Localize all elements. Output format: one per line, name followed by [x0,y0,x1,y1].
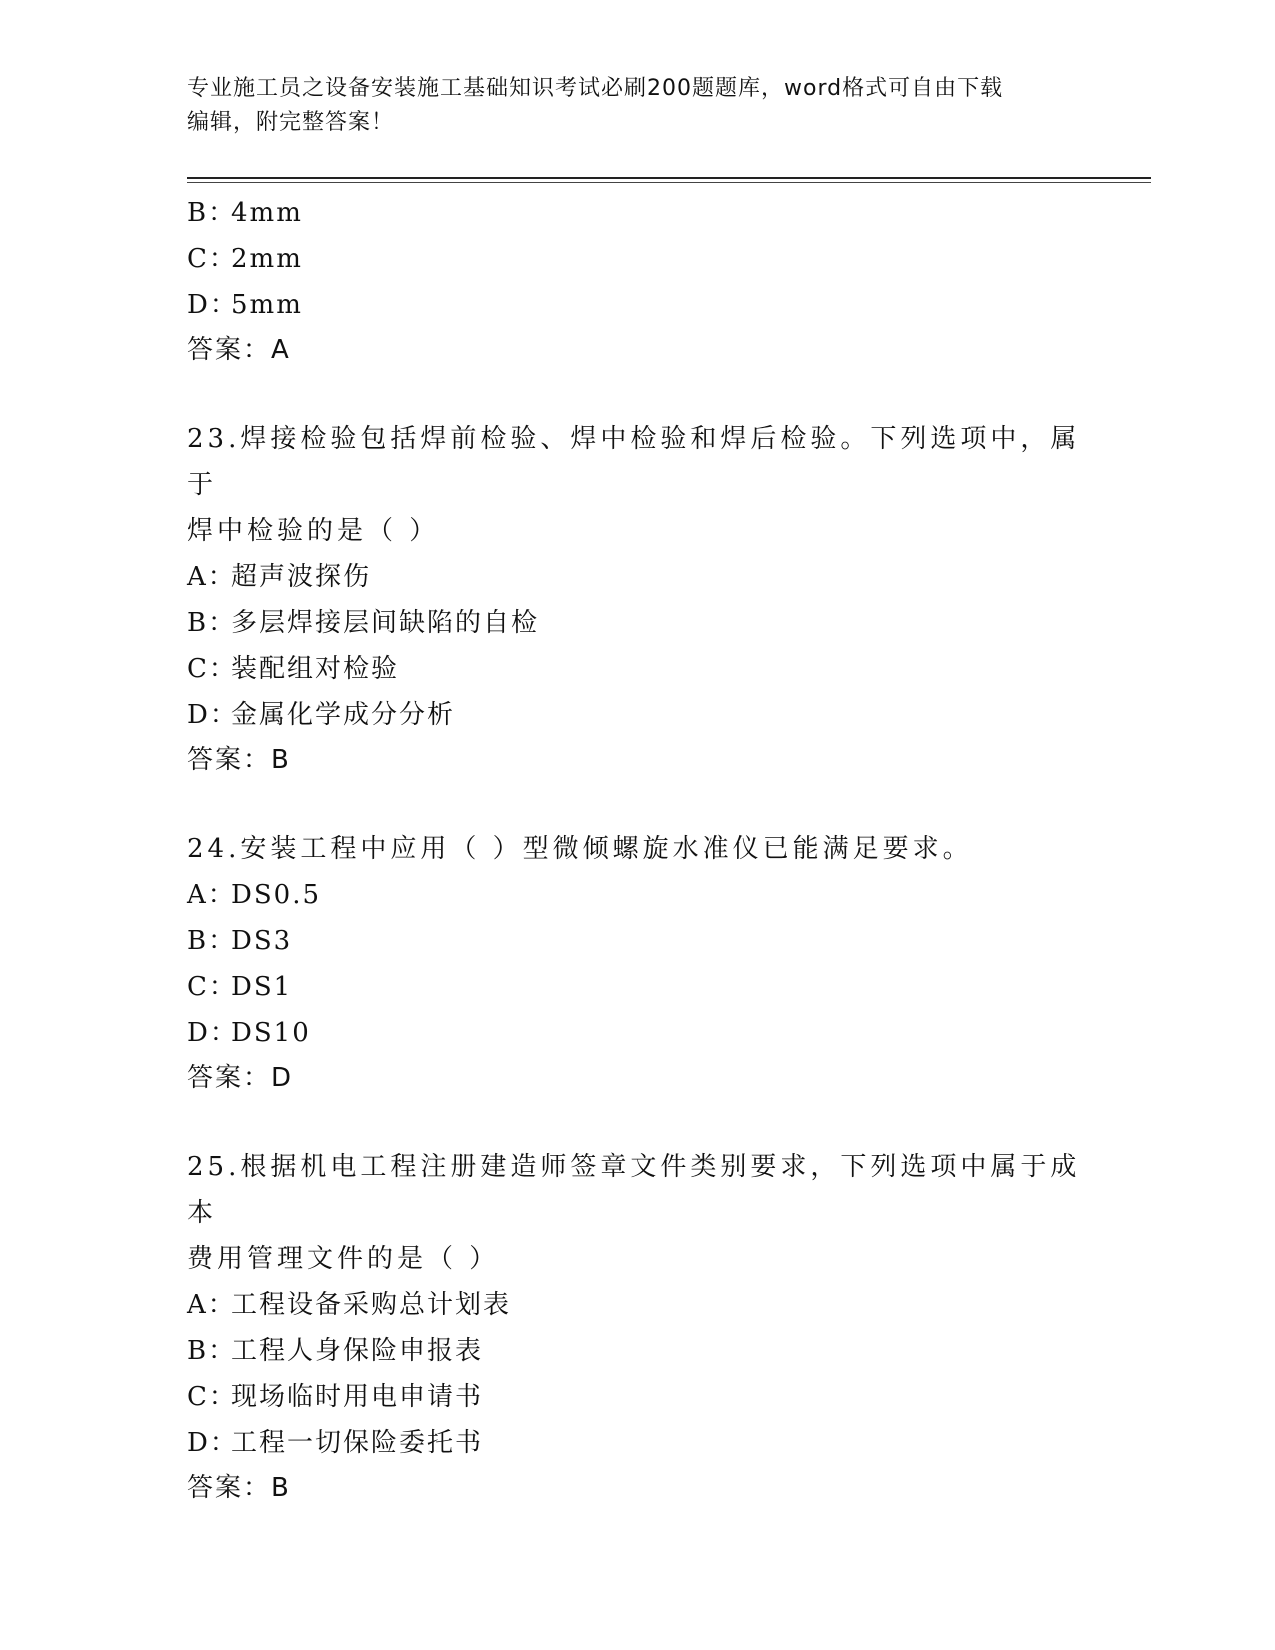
question-content [187,190,1087,1510]
option-letter: B： [187,926,237,956]
option-text: DS10 [231,1018,311,1048]
answer-line: 答案：B [187,1473,291,1503]
question-stem-line-1: 23.焊接检验包括焊前检验、焊中检验和焊后检验。下列选项中，属于 [187,424,1081,500]
option-letter: B： [187,1336,237,1366]
question-stem-line-1: 24.安装工程中应用（ ）型微倾螺旋水准仪已能满足要求。 [187,834,973,864]
question-25 [187,1144,1087,1510]
option-letter: A： [187,562,236,592]
option-text: 4mm [231,198,303,228]
question-stem-line-2: 焊中检验的是（ ） [187,516,440,546]
option-a [187,554,1087,600]
option-text: 5mm [231,290,303,320]
option-text: 多层焊接层间缺陷的自检 [231,608,540,638]
option-letter: C： [187,972,237,1002]
option-letter: C： [187,1382,237,1412]
option-text: 2mm [231,244,303,274]
option-text: 装配组对检验 [231,654,400,684]
option-c [187,964,1087,1010]
option-b [187,190,1087,236]
option-d [187,1010,1087,1056]
option-letter: D： [187,1428,238,1458]
option-c [187,646,1087,692]
option-a [187,872,1087,918]
option-text: DS0.5 [231,880,322,910]
option-letter: A： [187,1290,236,1320]
option-text: 现场临时用电申请书 [231,1382,484,1412]
option-text: DS1 [231,972,293,1002]
question-23 [187,416,1087,782]
option-b [187,600,1087,646]
option-text: 金属化学成分分析 [231,700,456,730]
option-letter: C： [187,654,237,684]
option-b [187,918,1087,964]
option-text: 工程一切保险委托书 [231,1428,484,1458]
question-24 [187,826,1087,1100]
option-b [187,1328,1087,1374]
option-letter: B： [187,198,237,228]
answer-line: 答案：B [187,745,291,775]
option-text: 超声波探伤 [231,562,372,592]
option-text: 工程设备采购总计划表 [231,1290,512,1320]
option-c [187,1374,1087,1420]
option-d [187,692,1087,738]
option-text: DS3 [231,926,293,956]
option-letter: C： [187,244,237,274]
option-letter: D： [187,1018,238,1048]
option-d [187,282,1087,328]
option-letter: B： [187,608,237,638]
option-letter: D： [187,700,238,730]
question-22-tail [187,190,1087,372]
header-line-2: 编辑，附完整答案！ [187,110,395,135]
option-text: 工程人身保险申报表 [231,1336,484,1366]
header-line-1: 专业施工员之设备安装施工基础知识考试必刷200题题库，word格式可自由下载 [187,76,1004,101]
answer-line: 答案：D [187,1063,294,1093]
option-c [187,236,1087,282]
header-divider-thin [187,182,1151,183]
option-a [187,1282,1087,1328]
question-stem-line-2: 费用管理文件的是（ ） [187,1244,500,1274]
header-divider-thick [187,177,1151,179]
question-stem [187,826,1087,872]
option-letter: A： [187,880,236,910]
option-d [187,1420,1087,1466]
option-letter: D： [187,290,238,320]
question-stem-line-1: 25.根据机电工程注册建造师签章文件类别要求，下列选项中属于成本 [187,1152,1081,1228]
document-header [187,72,1087,140]
question-stem [187,416,1087,554]
question-stem [187,1144,1087,1282]
answer-line: 答案：A [187,335,291,365]
